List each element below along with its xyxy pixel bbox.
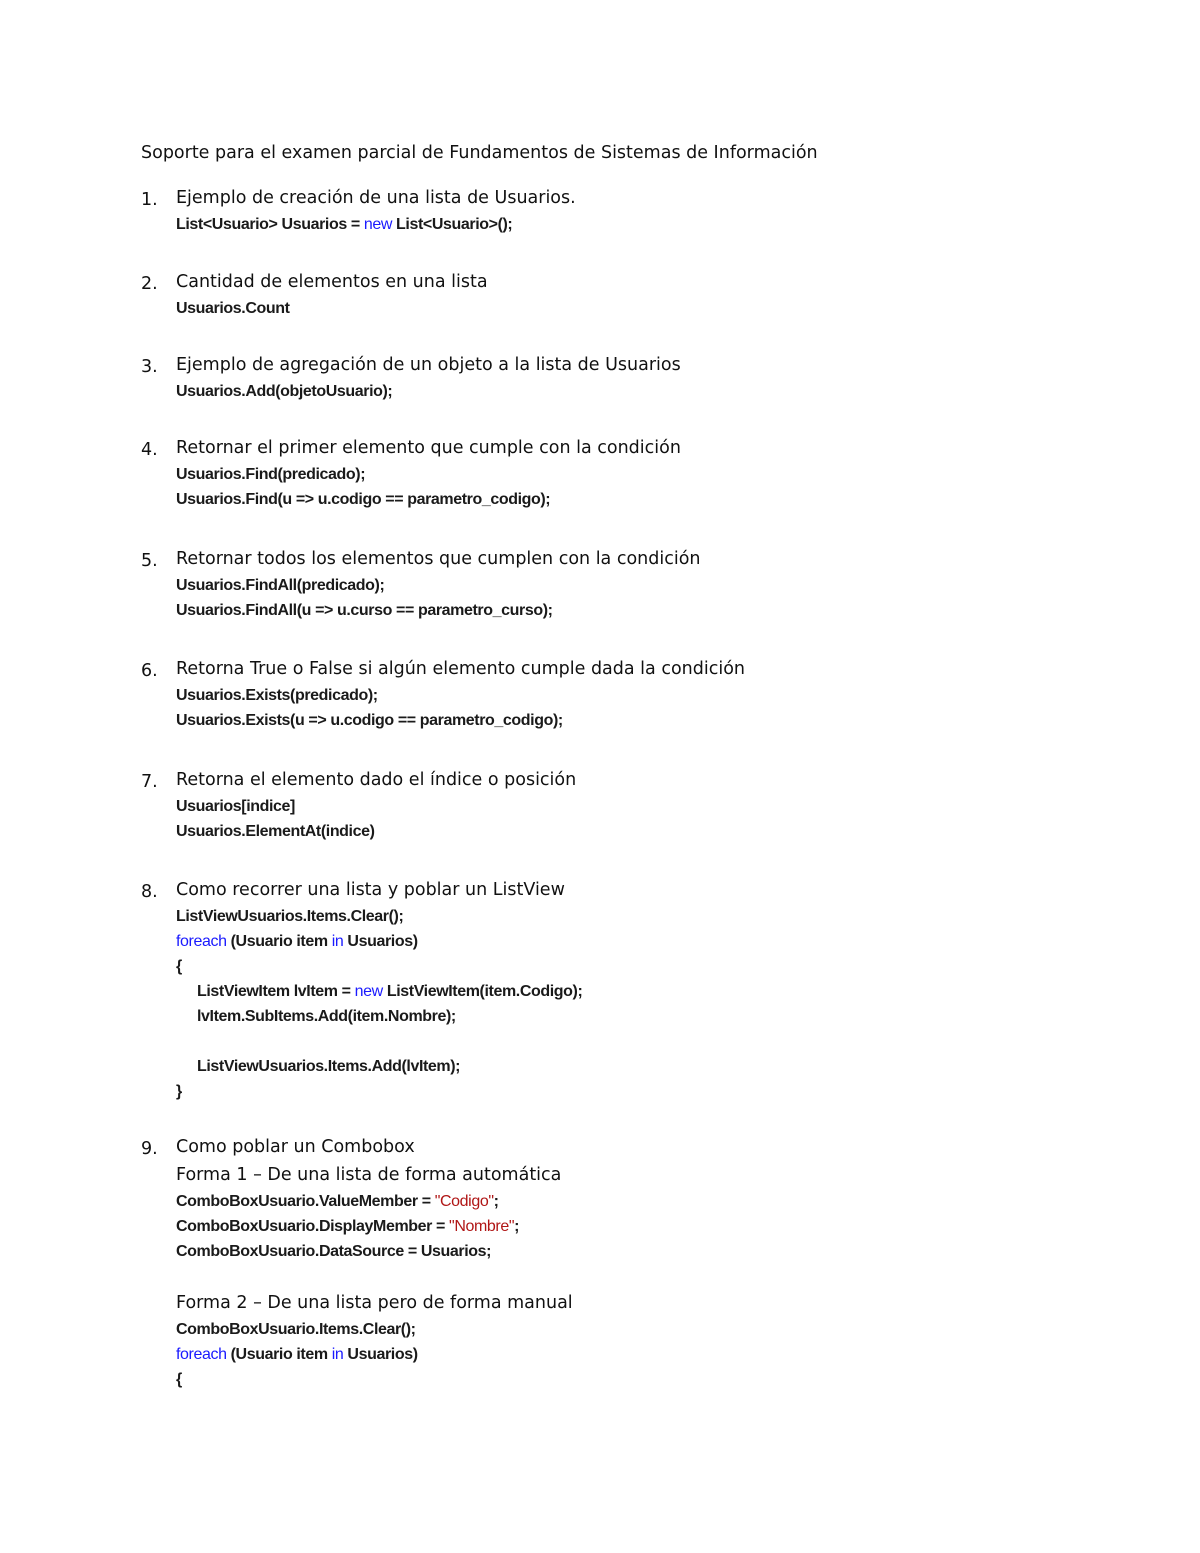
keyword: new [354,983,383,1000]
code-line: foreach (Usuario item in Usuarios) [176,1346,418,1363]
item-description: Retornar el primer elemento que cumple con la condición [176,438,681,458]
blank-line [176,1264,573,1289]
code-line: Usuarios.FindAll(predicado); [176,577,385,594]
code-line: foreach (Usuario item in Usuarios) [176,933,418,950]
code-line: ComboBoxUsuario.ValueMember = "Codigo"; [176,1193,499,1210]
code-line: Usuarios.FindAll(u => u.curso == parametro_curso); [176,602,553,619]
item-description: Retornar todos los elementos que cumplen con la condición [176,549,701,569]
item-number: 8. [141,882,158,902]
code-line: Usuarios.Exists(predicado); [176,687,378,704]
item-description: Retorna el elemento dado el índice o posición [176,770,577,790]
item-number: 2. [141,274,158,294]
code-line: { [176,1371,182,1388]
code-line: Usuarios.Find(predicado); [176,466,366,483]
keyword: in [331,1346,344,1363]
code-line: ComboBoxUsuario.DataSource = Usuarios; [176,1243,492,1260]
item-number: 3. [141,357,158,377]
item-description: Como recorrer una lista y poblar un ListView [176,880,565,900]
code-line: Usuarios.Find(u => u.codigo == parametro_codigo); [176,491,551,508]
subheading-forma-2: Forma 2 – De una lista pero de forma manual [176,1293,573,1313]
code-line: Usuarios.ElementAt(indice) [176,823,375,840]
item-number: 1. [141,190,158,210]
string-literal: "Nombre" [449,1218,515,1235]
code-line: List<Usuario> Usuarios = new List<Usuario>(); [176,216,513,233]
code-line: Usuarios.Exists(u => u.codigo == parametro_codigo); [176,712,563,729]
item-description: Como poblar un Combobox [176,1137,415,1157]
keyword: in [331,933,344,950]
item-description: Cantidad de elementos en una lista [176,272,488,292]
subheading-forma-1: Forma 1 – De una lista de forma automática [176,1165,562,1185]
code-line: { [176,958,182,975]
item-description: Ejemplo de agregación de un objeto a la lista de Usuarios [176,355,681,375]
item-number: 7. [141,772,158,792]
item-number: 9. [141,1139,158,1159]
string-literal: "Codigo" [434,1193,494,1210]
item-description: Retorna True o False si algún elemento cumple dada la condición [176,659,745,679]
item-number: 6. [141,661,158,681]
code-line: ComboBoxUsuario.Items.Clear(); [176,1321,416,1338]
document-title: Soporte para el examen parcial de Fundamentos de Sistemas de Información [141,143,818,163]
code-line: Usuarios[indice] [176,798,295,815]
code-line: ListViewUsuarios.Items.Add(lvItem); [197,1058,461,1075]
item-description: Ejemplo de creación de una lista de Usuarios. [176,188,576,208]
code-line: } [176,1083,182,1100]
code-line: ListViewItem lvItem = new ListViewItem(item.Codigo); [197,983,583,1000]
code-line: Usuarios.Add(objetoUsuario); [176,383,393,400]
blank-line [176,1029,582,1054]
keyword: foreach [176,1346,227,1363]
code-line: ComboBoxUsuario.DisplayMember = "Nombre"; [176,1218,520,1235]
item-number: 4. [141,440,158,460]
code-line: lvItem.SubItems.Add(item.Nombre); [197,1008,456,1025]
keyword: new [363,216,393,233]
item-number: 5. [141,551,158,571]
code-line: ListViewUsuarios.Items.Clear(); [176,908,404,925]
code-line: Usuarios.Count [176,300,290,317]
keyword: foreach [176,933,227,950]
